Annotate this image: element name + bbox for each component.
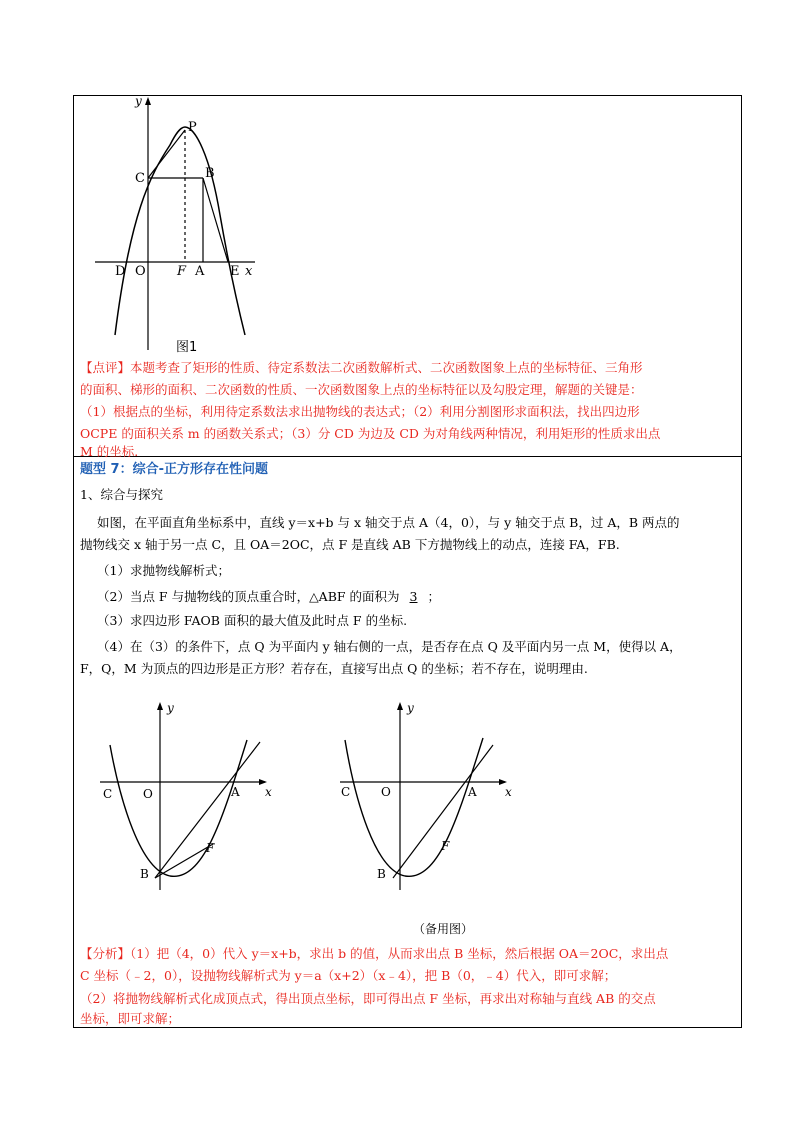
fig3-line-ab	[393, 745, 493, 878]
question-2	[97, 586, 440, 608]
fig2-y-arrow	[157, 702, 163, 710]
fig1-label-e: E	[230, 264, 240, 279]
analysis-line-2: C 坐标（﹣2，0），设抛物线解析式为 y＝a（x+2）（x﹣4），把 B（0，﹣4）代入，即可求解；	[80, 968, 617, 983]
question-2-answer: 3	[409, 589, 418, 604]
figure-1-caption: 图1	[176, 340, 198, 355]
fig3-label-b: B	[377, 867, 386, 881]
comment-line-3: （1）根据点的坐标，利用待定系数法求出抛物线的表达式；（2）利用分割图形求面积法，找出四边形	[80, 404, 640, 419]
fig2-line-ab	[155, 742, 260, 878]
fig2-parabola	[110, 740, 247, 876]
fig1-label-o: O	[135, 264, 146, 279]
comment-line-2: 的面积、梯形的面积、二次函数的性质、一次函数图象上点的坐标特征以及勾股定理，解题的关键是：	[80, 382, 643, 397]
backup-figure-caption: （备用图）	[413, 922, 474, 936]
section-divider	[73, 456, 742, 457]
fig2-label-c: C	[103, 787, 113, 801]
fig1-label-x: x	[245, 264, 253, 279]
fig1-label-p: P	[188, 120, 197, 135]
fig1-label-y: y	[135, 95, 142, 108]
question-2-text: （2）当点 F 与抛物线的顶点重合时，△ABF 的面积为	[97, 589, 400, 604]
fig3-label-a: A	[468, 785, 477, 799]
fig1-label-a: A	[195, 264, 205, 279]
question-4-line-2: F，Q，M 为顶点的四边形是正方形？若存在，直接写出点 Q 的坐标；若不存在，说明理由.	[80, 661, 588, 676]
fig3-y-arrow	[397, 702, 403, 710]
question-1: （1）求抛物线解析式；	[97, 563, 230, 578]
fig2-label-y: y	[167, 701, 174, 715]
problem-paragraph-1: 如图，在平面直角坐标系中，直线 y＝x+b 与 x 轴交于点 A（4，0），与 y 轴交于点 B，过 A，B 两点的	[97, 515, 680, 530]
question-2-end: ；	[427, 589, 440, 604]
fig1-y-arrow	[145, 97, 151, 105]
question-4-line-1: （4）在（3）的条件下，点 Q 为平面内 y 轴右侧的一点，是否存在点 Q 及平面内另一点 M，使得以 A，	[97, 639, 682, 654]
fig1-segment-cp	[148, 130, 185, 178]
fig1-parabola	[115, 127, 245, 335]
figure-3-backup	[335, 700, 525, 890]
fig2-segment-bf	[155, 844, 213, 878]
figure-2	[95, 700, 285, 890]
figure-1	[95, 95, 275, 355]
fig3-label-c: C	[341, 785, 351, 799]
analysis-line-3: （2）将抛物线解析式化成顶点式，得出顶点坐标，即可得出点 F 坐标，再求出对称轴与直线 AB 的交点	[80, 991, 656, 1006]
question-3: （3）求四边形 FAOB 面积的最大值及此时点 F 的坐标.	[97, 613, 408, 628]
comment-line-1: 【点评】本题考查了矩形的性质、待定系数法二次函数解析式、二次函数图象上点的坐标特征、三角形	[80, 360, 643, 375]
fig1-label-d: D	[115, 264, 126, 279]
fig3-label-f: F	[441, 839, 450, 853]
fig2-label-o: O	[143, 787, 153, 801]
fig3-label-y: y	[407, 701, 414, 715]
analysis-line-4: 坐标，即可求解；	[80, 1011, 181, 1026]
fig2-label-f: F	[206, 841, 215, 855]
fig3-parabola	[345, 738, 483, 876]
section-title: 题型 7：综合-正方形存在性问题	[80, 462, 268, 477]
fig3-label-x: x	[505, 785, 512, 799]
comment-line-4: OCPE 的面积关系 m 的函数关系式；（3）分 CD 为边及 CD 为对角线两种情况，利用矩形的性质求出点	[80, 426, 661, 441]
fig1-label-b: B	[205, 166, 215, 181]
fig2-label-x: x	[265, 785, 272, 799]
problem-heading: 1、综合与探究	[80, 487, 163, 502]
fig3-label-o: O	[381, 785, 391, 799]
fig1-label-f: F	[177, 264, 187, 279]
analysis-line-1: 【分析】（1）把（4，0）代入 y＝x+b，求出 b 的值，从而求出点 B 坐标，然后根据 OA＝2OC，求出点	[80, 946, 669, 961]
comment-line-5: M 的坐标.	[80, 444, 139, 459]
fig2-label-b: B	[140, 867, 149, 881]
problem-paragraph-2: 抛物线交 x 轴于另一点 C，且 OA＝2OC，点 F 是直线 AB 下方抛物线上的动点，连接 FA，FB.	[80, 537, 620, 552]
fig1-label-c: C	[135, 171, 145, 186]
fig2-label-a: A	[231, 785, 240, 799]
